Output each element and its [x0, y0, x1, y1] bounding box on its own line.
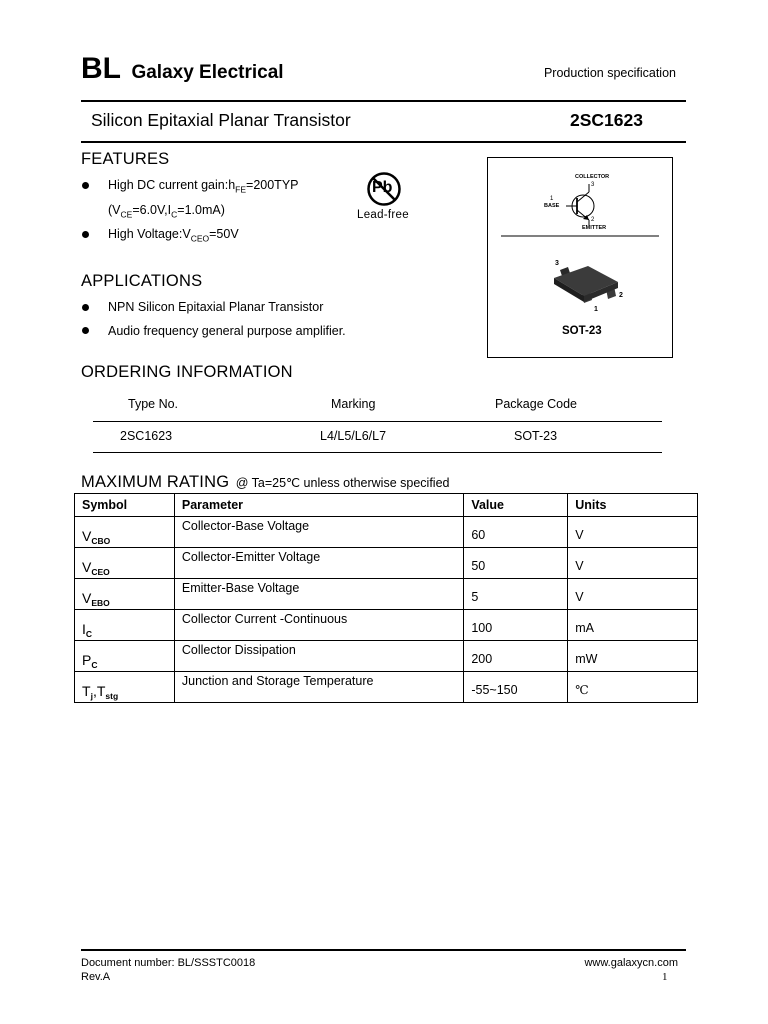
- table-header-row: [75, 494, 698, 517]
- unit-cell: V: [568, 517, 698, 548]
- value-cell: 200: [464, 641, 568, 672]
- table-row: [75, 548, 698, 579]
- symbol-cell: $P_C$: [75, 641, 175, 672]
- ordering-col-package: Package Code: [495, 397, 578, 411]
- lead-free-icon: [366, 171, 402, 207]
- brand-mark: BL: [81, 52, 121, 85]
- title-top-rule: [81, 100, 686, 102]
- application-item: NPN Silicon Epitaxial Planar Transistor: [108, 300, 324, 314]
- symbol-cell: $V_{EBO}$: [75, 579, 175, 610]
- symbol-cell: $I_C$: [75, 610, 175, 641]
- table-row: [75, 641, 698, 672]
- parameter-cell: Collector Current -Continuous: [174, 610, 463, 641]
- symbol-cell: $V_{CBO}$: [75, 517, 175, 548]
- feature-gain-condition: $(V_{CE}=6.0V,I_C=1.0mA)$: [108, 203, 225, 220]
- part-number: 2SC1623: [570, 110, 643, 130]
- title-bottom-rule: [81, 141, 686, 143]
- revision: Rev.A: [81, 971, 111, 983]
- pin1-symbol-label: 1: [550, 196, 554, 202]
- value-cell: -55~150: [464, 672, 568, 703]
- lead-free-symbol: Pb: [372, 179, 393, 196]
- website-link[interactable]: www.galaxycn.com: [584, 957, 678, 969]
- col-parameter: Parameter: [174, 494, 463, 517]
- value-cell: 60: [464, 517, 568, 548]
- spec-type: Production specification: [543, 66, 676, 80]
- features-heading: FEATURES: [81, 150, 170, 168]
- parameter-cell: Collector-Emitter Voltage: [174, 548, 463, 579]
- feature-voltage: High $Voltage:V_{CEO}=50V$: [108, 227, 239, 244]
- sot23-package-icon: [488, 246, 672, 326]
- unit-cell: V: [568, 579, 698, 610]
- footer-rule: [81, 949, 686, 951]
- package-name: SOT-23: [562, 325, 602, 337]
- brand-header: [81, 52, 284, 86]
- pin2-package-label: 2: [619, 292, 623, 299]
- table-row: [75, 610, 698, 641]
- ordering-type-value: 2SC1623: [120, 429, 173, 443]
- applications-heading: APPLICATIONS: [81, 272, 203, 290]
- emitter-label: EMITTER: [582, 225, 607, 231]
- parameter-cell: Collector Dissipation: [174, 641, 463, 672]
- page-number: 1: [662, 971, 668, 983]
- parameter-cell: Junction and Storage Temperature: [174, 672, 463, 703]
- value-cell: 50: [464, 548, 568, 579]
- pin3-symbol-label: 3: [591, 182, 595, 188]
- ordering-col-type: Type No.: [128, 397, 179, 411]
- table-row: [75, 517, 698, 548]
- parameter-cell: Emitter-Base Voltage: [174, 579, 463, 610]
- col-units: Units: [568, 494, 698, 517]
- max-rating-heading: MAXIMUM RATING: [81, 473, 230, 491]
- ordering-heading: ORDERING INFORMATION: [81, 363, 293, 381]
- collector-label: COLLECTOR: [575, 174, 610, 180]
- ordering-package-value: SOT-23: [514, 429, 558, 443]
- part-description: Silicon Epitaxial Planar Transistor: [91, 110, 351, 130]
- ordering-marking-value: L4/L5/L6/L7: [320, 429, 387, 443]
- col-value: Value: [464, 494, 568, 517]
- symbol-cell: $V_{CEO}$: [75, 548, 175, 579]
- parameter-cell: Collector-Base Voltage: [174, 517, 463, 548]
- pin1-package-label: 1: [594, 306, 598, 313]
- max-rating-title: [81, 473, 449, 492]
- bullet-icon: [82, 182, 89, 189]
- unit-cell: ℃: [568, 672, 698, 703]
- unit-cell: mW: [568, 641, 698, 672]
- value-cell: 100: [464, 610, 568, 641]
- npn-transistor-symbol-icon: [488, 158, 672, 238]
- lead-free-label: Lead-free: [357, 209, 409, 221]
- doc-number: Document number: BL/SSSTC0018: [81, 957, 256, 969]
- ordering-rule: [93, 421, 662, 422]
- ordering-col-marking: Marking: [331, 397, 376, 411]
- feature-gain: High DC current $gain:h_{FE}=200TYP$: [108, 178, 299, 195]
- application-item: Audio frequency general purpose amplifier.: [108, 324, 346, 338]
- col-symbol: Symbol: [75, 494, 175, 517]
- pin2-symbol-label: 2: [591, 217, 595, 223]
- table-row: [75, 672, 698, 703]
- bullet-icon: [82, 231, 89, 238]
- value-cell: 5: [464, 579, 568, 610]
- company-name: Galaxy Electrical: [131, 62, 284, 83]
- base-label: BASE: [544, 203, 560, 209]
- max-rating-condition: @ Ta=25℃ unless otherwise specified: [235, 476, 450, 490]
- max-rating-table: [74, 493, 698, 703]
- ordering-rule: [93, 452, 662, 453]
- bullet-icon: [82, 304, 89, 311]
- table-row: [75, 579, 698, 610]
- symbol-cell: $T_j,T_{stg}$: [75, 672, 175, 703]
- unit-cell: V: [568, 548, 698, 579]
- pin3-package-label: 3: [555, 260, 559, 267]
- package-box: [487, 157, 673, 358]
- bullet-icon: [82, 327, 89, 334]
- unit-cell: mA: [568, 610, 698, 641]
